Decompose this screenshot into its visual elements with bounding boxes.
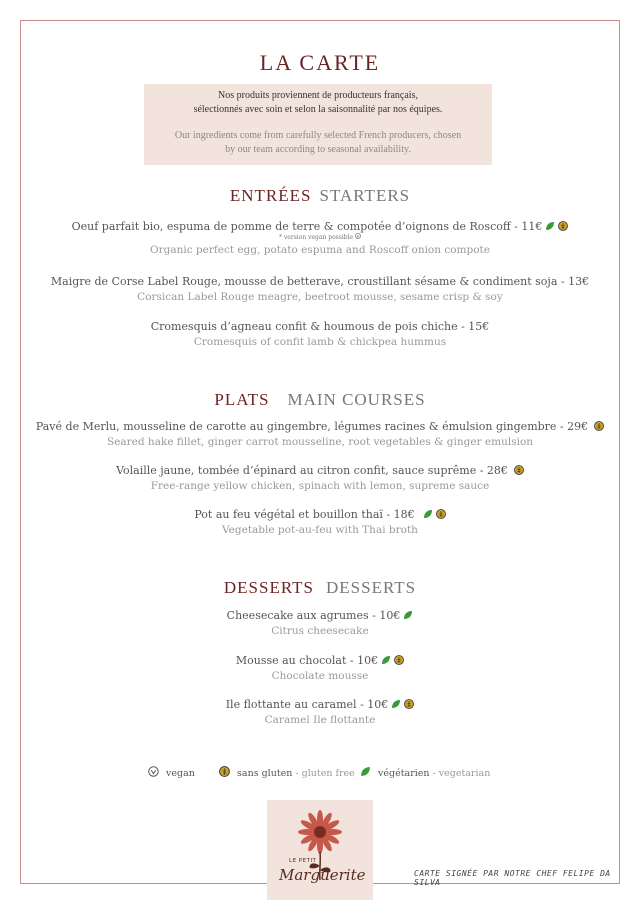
legend-gluten-free — [219, 766, 355, 779]
desserts-heading-en: DESSERTS — [326, 578, 417, 597]
vegan-icon — [355, 234, 361, 241]
gluten-free-icon — [219, 766, 230, 777]
dish-translation: Vegetable pot-au-feu with Thai broth — [222, 524, 418, 536]
main-item-3 — [0, 508, 640, 536]
dish-name: Pavé de Merlu, mousseline de carotte au gingembre, légumes racines & émulsion gingembre - 29€ — [35, 420, 589, 433]
dish-translation: Citrus cheesecake — [271, 625, 369, 637]
intro-box — [144, 84, 492, 165]
desserts-heading-fr: DESSERTS — [223, 578, 314, 597]
vegetarian-leaf-icon — [423, 509, 433, 519]
gluten-free-icon — [404, 699, 414, 709]
chef-signature: CARTE SIGNÉE PAR NOTRE CHEF FELIPE DA SILVA — [414, 869, 611, 887]
main-item-2 — [0, 464, 640, 492]
legend-vegetarian — [360, 766, 490, 779]
restaurant-logo — [267, 800, 373, 900]
gluten-free-icon — [594, 421, 604, 431]
gluten-free-icon — [514, 465, 524, 475]
intro-french — [144, 89, 492, 117]
dessert-item-1 — [0, 609, 640, 637]
dish-name: Mousse au chocolat - 10€ — [235, 654, 379, 667]
dessert-item-2 — [0, 654, 640, 682]
vegetarian-leaf-icon — [403, 610, 413, 620]
starter-item-1 — [0, 220, 640, 256]
starters-heading-en: STARTERS — [319, 186, 411, 205]
dish-translation: Seared hake fillet, ginger carrot mousseline, root vegetables & ginger emulsion — [106, 436, 534, 448]
intro-en-line2: by our team according to seasonal availability. — [225, 144, 411, 155]
dish-translation: Corsican Label Rouge meagre, beetroot mousse, sesame crisp & soy — [137, 291, 503, 303]
dessert-item-3 — [0, 698, 640, 726]
mains-heading-en: MAIN COURSES — [287, 390, 426, 409]
gluten-free-icon — [436, 509, 446, 519]
dish-name: Maigre de Corse Label Rouge, mousse de betterave, croustillant sésame & condiment soja - 13€ — [50, 275, 590, 288]
dish-name: Ile flottante au caramel - 10€ — [225, 698, 389, 711]
legend-vegan-label: vegan — [166, 768, 195, 779]
desserts-heading — [0, 578, 640, 598]
vegetarian-leaf-icon — [545, 221, 555, 231]
dish-name: Pot au feu végétal et bouillon thaï - 18€ — [194, 508, 415, 521]
page-title: LA CARTE — [259, 50, 381, 75]
mains-heading-fr: PLATS — [214, 390, 270, 409]
vegan-icon — [148, 766, 159, 777]
dish-translation: Caramel Ile flottante — [264, 714, 376, 726]
starters-heading-fr: ENTRÉES — [229, 186, 312, 205]
legend-veg-fr: végétarien — [378, 768, 430, 779]
gluten-free-icon — [558, 221, 568, 231]
dish-translation: Organic perfect egg, potato espuma and Roscoff onion compote — [149, 244, 490, 256]
vegan-option-note: * version vegan possible — [279, 234, 354, 241]
intro-english — [144, 129, 492, 157]
flower-icon — [267, 800, 373, 900]
intro-en-line1: Our ingredients come from carefully selected French producers, chosen — [174, 130, 462, 141]
mains-heading — [0, 390, 640, 410]
dish-name: Volaille jaune, tombée d’épinard au citron confit, sauce suprême - 28€ — [116, 464, 508, 477]
dish-name: Oeuf parfait bio, espuma de pomme de terre & compotée d’oignons de Roscoff - 11€ — [71, 220, 543, 233]
starter-item-3 — [0, 320, 640, 348]
dish-name: Cromesquis d’agneau confit & houmous de pois chiche - 15€ — [150, 320, 490, 333]
vegetarian-leaf-icon — [391, 699, 401, 709]
legend-vegan — [148, 766, 195, 779]
intro-fr-line1: Nos produits proviennent de producteurs français, — [218, 90, 418, 101]
intro-fr-line2: sélectionnés avec soin et selon la saisonnalité par nos équipes. — [193, 104, 443, 115]
starter-item-2 — [0, 275, 640, 303]
main-item-1 — [0, 420, 640, 448]
vegetarian-leaf-icon — [381, 655, 391, 665]
dish-translation: Chocolate mousse — [271, 670, 369, 682]
starters-heading — [0, 186, 640, 206]
vegetarian-leaf-icon — [360, 766, 371, 777]
dish-translation: Cromesquis of confit lamb & chickpea hummus — [193, 336, 447, 348]
legend-gluten-en: - gluten free — [295, 768, 355, 779]
dish-translation: Free-range yellow chicken, spinach with lemon, supreme sauce — [150, 480, 490, 492]
logo-script-text: Marguerite — [279, 866, 366, 884]
dish-name: Cheesecake aux agrumes - 10€ — [226, 609, 401, 622]
gluten-free-icon — [394, 655, 404, 665]
legend-veg-en: - vegetarian — [432, 768, 491, 779]
legend-gluten-fr: sans gluten — [237, 768, 293, 779]
logo-top-text: LE PETIT — [289, 858, 317, 864]
